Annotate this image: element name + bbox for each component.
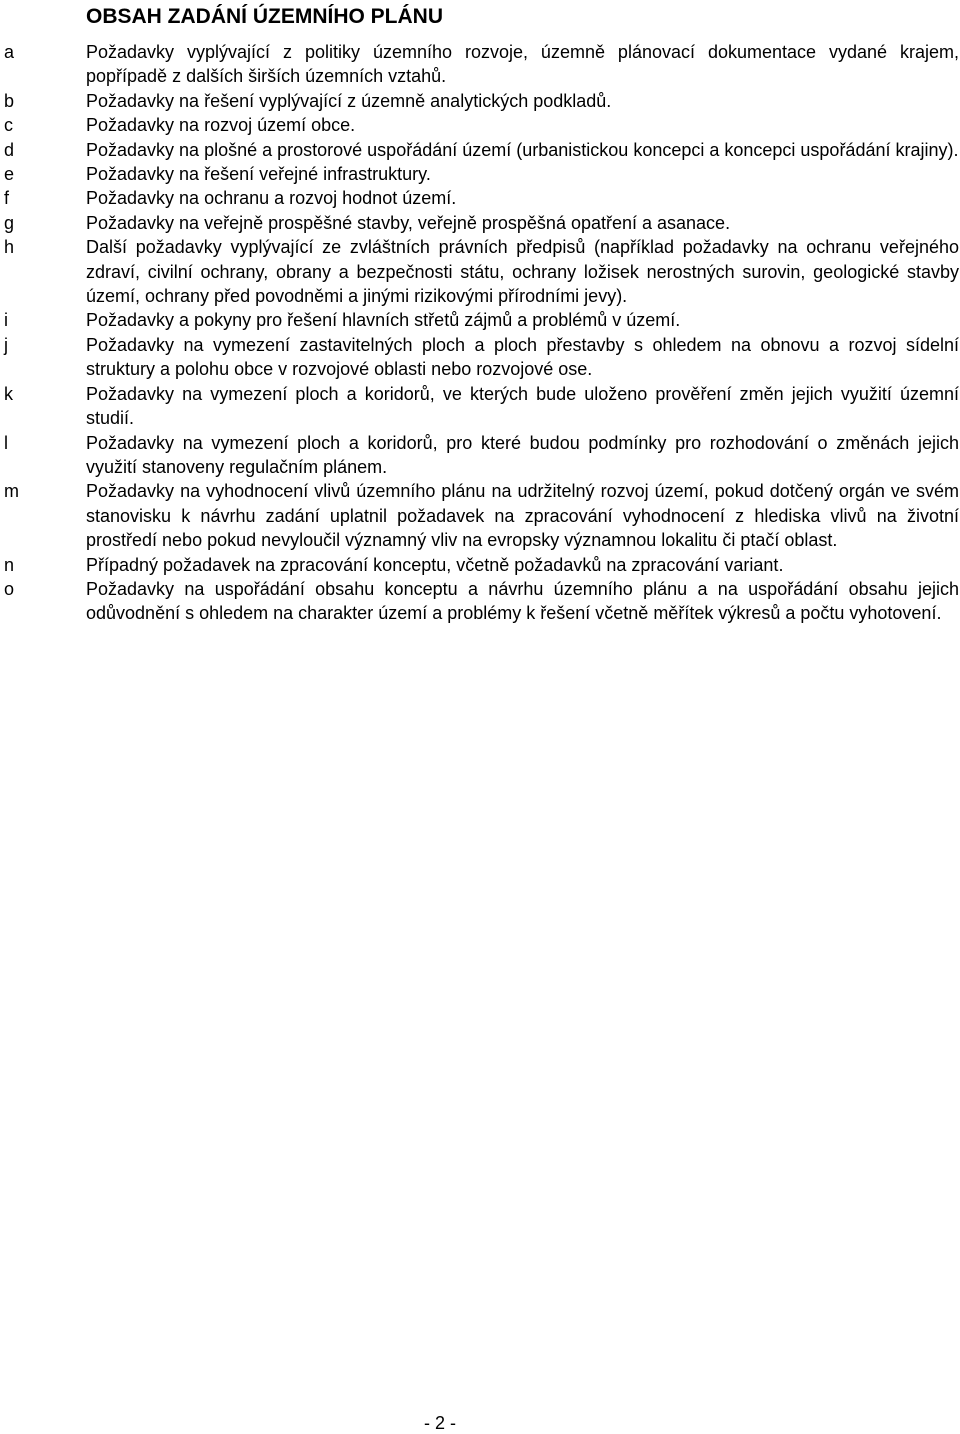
item-letter: o <box>4 578 15 599</box>
item-letter: i <box>4 310 8 331</box>
item-text: Požadavky na uspořádání obsahu konceptu a návrhu územního plánu a na uspořádání obsahu jejich odůvodnění s ohledem na charakter území a problémy k řešení včetně měřítek výkresů a počtu vyhotovení. <box>86 578 959 624</box>
requirements-list <box>0 40 960 626</box>
item-text: Požadavky na veřejně prospěšné stavby, veřejně prospěšná opatření a asanace. <box>86 212 731 233</box>
list-item <box>0 308 960 332</box>
item-text: Požadavky na řešení veřejné infrastruktury. <box>86 164 431 185</box>
item-letter: j <box>4 334 8 355</box>
list-item <box>0 162 960 186</box>
item-letter: c <box>4 115 13 136</box>
list-item <box>0 113 960 137</box>
list-item <box>0 138 960 162</box>
item-text: Požadavky na plošné a prostorové uspořádání území (urbanistickou koncepci a koncepci uspořádání krajiny). <box>86 139 959 160</box>
item-letter: b <box>4 90 15 111</box>
item-letter: a <box>4 42 15 62</box>
item-letter: l <box>4 432 8 453</box>
list-item <box>0 211 960 235</box>
item-letter: m <box>4 481 19 502</box>
item-text: Požadavky na vymezení ploch a koridorů, ve kterých bude uloženo prověření změn jejich využití územní studií. <box>86 383 959 429</box>
list-item <box>0 89 960 113</box>
item-letter: e <box>4 164 15 185</box>
item-text: Požadavky na vymezení ploch a koridorů, pro které budou podmínky pro rozhodování o změnách jejich využití stanoveny regulačním plánem. <box>86 432 959 477</box>
item-text: Požadavky na vymezení zastavitelných ploch a ploch přestavby s ohledem na obnovu a rozvoj sídelní struktury a polohu obce v rozvojové oblasti nebo rozvojové ose. <box>86 334 959 380</box>
list-item <box>0 235 960 308</box>
list-item <box>0 553 960 577</box>
page-title: OBSAH ZADÁNÍ ÚZEMNÍHO PLÁNU <box>86 5 443 28</box>
item-text: Požadavky vyplývající z politiky územního rozvoje, územně plánovací dokumentace vydané krajem, popřípadě z dalších širších územních vztahů. <box>86 42 959 87</box>
page-number: - 2 - <box>423 1413 456 1433</box>
item-text: Požadavky na vyhodnocení vlivů územního plánu na udržitelný rozvoj území, pokud dotčený orgán ve svém stanovisku k návrhu zadání uplatnil požadavek na zpracování vyhodnocení z hlediska vlivů na životní prostředí nebo pokud nevyloučil významný vliv na evropsky významnou lokalitu či ptačí oblast. <box>86 481 959 551</box>
list-item <box>0 431 960 480</box>
item-text: Požadavky a pokyny pro řešení hlavních střetů zájmů a problémů v území. <box>86 310 681 331</box>
item-text: Požadavky na rozvoj území obce. <box>86 115 356 136</box>
item-letter: f <box>4 188 10 209</box>
list-item <box>0 333 960 382</box>
item-letter: n <box>4 554 15 575</box>
list-item <box>0 186 960 210</box>
item-letter: d <box>4 139 15 160</box>
item-letter: h <box>4 237 15 258</box>
item-text: Případný požadavek na zpracování konceptu, včetně požadavků na zpracování variant. <box>86 554 784 575</box>
list-item <box>0 577 960 626</box>
item-text: Požadavky na řešení vyplývající z územně analytických podkladů. <box>86 90 612 111</box>
item-text: Požadavky na ochranu a rozvoj hodnot území. <box>86 188 457 209</box>
item-letter: k <box>4 383 13 404</box>
list-item <box>0 40 960 89</box>
list-item <box>0 382 960 431</box>
item-letter: g <box>4 212 15 233</box>
list-item <box>0 479 960 552</box>
item-text: Další požadavky vyplývající ze zvláštních právních předpisů (například požadavky na ochranu veřejného zdraví, civilní ochrany, obrany a bezpečnosti státu, ochrany ložisek nerostných surovin, geologické stavby území, ochrany před povodněmi a jinými rizikovými přírodními jevy). <box>86 237 959 307</box>
